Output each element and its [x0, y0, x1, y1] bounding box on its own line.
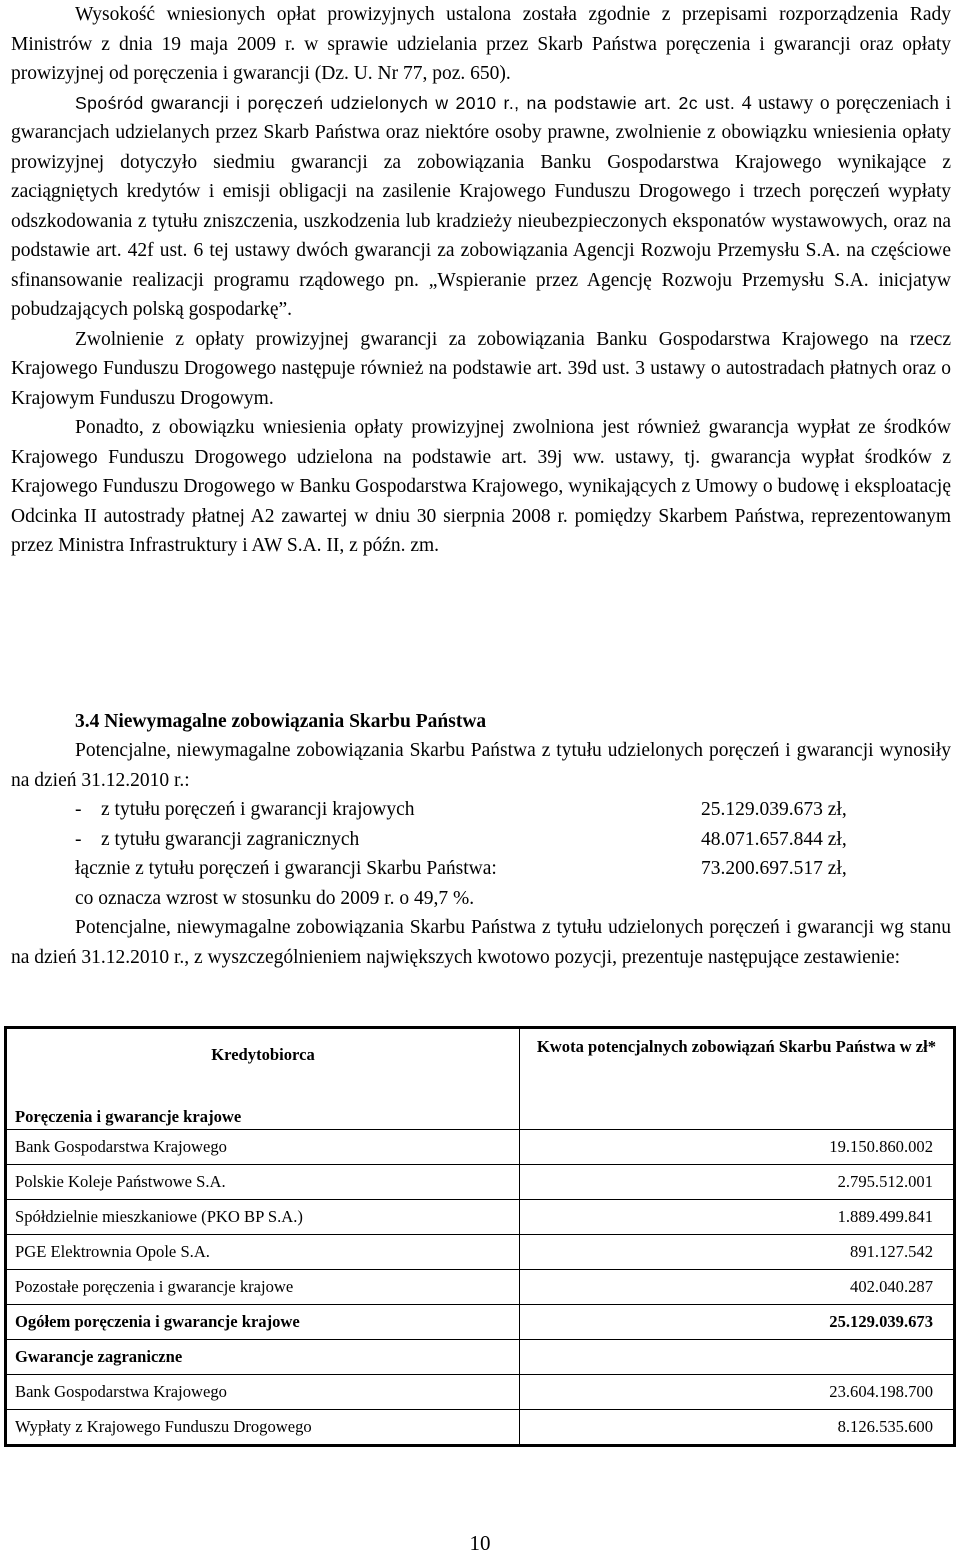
amount-label: łącznie z tytułu poręczeń i gwarancji Skarbu Państwa:	[75, 858, 497, 880]
amount-list	[75, 795, 951, 913]
section-heading: 3.4 Niewymagalne zobowiązania Skarbu Państwa	[75, 711, 487, 732]
row-value: 23.604.198.700	[520, 1375, 955, 1410]
row-value: 8.126.535.600	[520, 1410, 955, 1446]
table-row	[6, 1165, 955, 1200]
table-total-row	[6, 1305, 955, 1340]
row-name: Bank Gospodarstwa Krajowego	[6, 1375, 520, 1410]
amount-label: z tytułu poręczeń i gwarancji krajowych	[101, 799, 415, 820]
paragraph-exemptions-text: 4 ustawy o poręczeniach i gwarancjach udzielanych przez Skarb Państwa oraz niektóre osoby prawne, zwolnienie z obowiązku wniesienia opłaty prowizyjnej dotyczyło siedmiu gwarancji za zobowiązania Banku Gospodarstwa Krajowego wynikające z zaciągniętych kredytów i emisji obligacji na zasilenie Krajowego Funduszu Drogowego i trzech poręczeń wypłaty odszkodowania z tytułu zniszczenia, uszkodzenia lub kradzieży nieubezpieczonych eksponatów wystawowych, oraz na podstawie art. 42f ust. 6 tej ustawy dwóch gwarancji za zobowiązania Agencji Rozwoju Przemysłu S.A. na częściowe sfinansowanie realizacji programu rządowego pn. „Wspieranie przez Agencję Rozwoju Przemysłu S.A. inicjatyw pobudzających polską gospodarkę”.	[11, 92, 951, 320]
table-section-row	[6, 1340, 955, 1375]
table-row	[6, 1375, 955, 1410]
liabilities-table	[4, 1026, 956, 1447]
row-value: 25.129.039.673	[520, 1305, 955, 1340]
row-name: Wypłaty z Krajowego Funduszu Drogowego	[6, 1410, 520, 1446]
table-row	[6, 1270, 955, 1305]
section-outro: Potencjalne, niewymagalne zobowiązania Skarbu Państwa z tytułu udzielonych poręczeń i gwarancji wg stanu na dzień 31.12.2010 r., z wyszczególnieniem największych kwotowo pozycji, prezentuje następujące zestawienie:	[11, 917, 951, 968]
row-name: Spółdzielnie mieszkaniowe (PKO BP S.A.)	[6, 1200, 520, 1235]
row-name: Bank Gospodarstwa Krajowego	[6, 1130, 520, 1165]
page-number: 10	[469, 1531, 491, 1555]
amount-value: 73.200.697.517 zł,	[701, 858, 847, 880]
amount-dash: -	[75, 828, 82, 850]
row-value: 402.040.287	[520, 1270, 955, 1305]
row-value: 891.127.542	[520, 1235, 955, 1270]
table-row	[6, 1130, 955, 1165]
table-header-right: Kwota potencjalnych zobowiązań Skarbu Państwa w zł*	[520, 1028, 955, 1130]
amount-row	[75, 795, 951, 825]
paragraph-fees	[11, 0, 951, 561]
paragraph-a2-guarantee: Ponadto, z obowiązku wniesienia opłaty prowizyjnej zwolniona jest również gwarancja wypłat ze środków Krajowego Funduszu Drogowego udzielona na podstawie art. 39j ww. ustawy, tj. gwarancja wypłat środków z Krajowego Funduszu Drogowego w Banku Gospodarstwa Krajowego, wynikających z Umowy o budowę i eksploatację Odcinka II autostrady płatnej A2 zawartej w dniu 30 sierpnia 2008 r. pomiędzy Skarbem Państwa, reprezentowanym przez Ministra Infrastruktury i AW S.A. II, z późn. zm.	[11, 417, 951, 556]
row-value: 1.889.499.841	[520, 1200, 955, 1235]
row-value: 2.795.512.001	[520, 1165, 955, 1200]
amount-row	[75, 854, 951, 884]
amount-label: co oznacza wzrost w stosunku do 2009 r. o 49,7 %.	[75, 887, 475, 909]
row-name: Gwarancje zagraniczne	[6, 1340, 520, 1375]
amount-label: z tytułu gwarancji zagranicznych	[101, 828, 360, 850]
header-kredytobiorca: Kredytobiorca	[211, 1045, 315, 1064]
section-intro: Potencjalne, niewymagalne zobowiązania Skarbu Państwa z tytułu udzielonych poręczeń i gwarancji wynosiły na dzień 31.12.2010 r.:	[11, 740, 951, 791]
amount-dash: -	[75, 799, 82, 820]
row-name: Pozostałe poręczenia i gwarancje krajowe	[6, 1270, 520, 1305]
paragraph-exemptions-lead: Spośród gwarancji i poręczeń udzielonych w 2010 r., na podstawie art. 2c ust.	[75, 92, 736, 113]
table-row	[6, 1200, 955, 1235]
table-row	[6, 1410, 955, 1446]
row-name: Ogółem poręczenia i gwarancje krajowe	[6, 1305, 520, 1340]
amount-row	[75, 825, 951, 855]
row-value	[520, 1340, 955, 1375]
row-name: Polskie Koleje Państwowe S.A.	[6, 1165, 520, 1200]
table-row	[6, 1235, 955, 1270]
row-value: 19.150.860.002	[520, 1130, 955, 1165]
amount-value: 48.071.657.844 zł,	[701, 828, 847, 850]
amount-row	[75, 884, 951, 914]
table-header-left	[6, 1028, 520, 1130]
table-header-row	[6, 1028, 955, 1130]
paragraph-exemption-kfd: Zwolnienie z opłaty prowizyjnej gwarancji za zobowiązania Banku Gospodarstwa Krajowego na rzecz Krajowego Funduszu Drogowego następuje również na podstawie art. 39d ust. 3 ustawy o autostradach płatnych oraz o Krajowym Funduszu Drogowym.	[11, 328, 951, 409]
paragraph-fees-text: Wysokość wniesionych opłat prowizyjnych ustalona została zgodnie z przepisami rozporządzenia Rady Ministrów z dnia 19 maja 2009 r. w sprawie udzielania przez Skarb Państwa poręczenia i gwarancji oraz opłaty prowizyjnej od poręczenia i gwarancji (Dz. U. Nr 77, poz. 650).	[11, 4, 951, 84]
row-name: PGE Elektrownia Opole S.A.	[6, 1235, 520, 1270]
header-domestic-section: Poręczenia i gwarancje krajowe	[15, 1107, 242, 1126]
amount-value: 25.129.039.673 zł,	[701, 799, 847, 820]
